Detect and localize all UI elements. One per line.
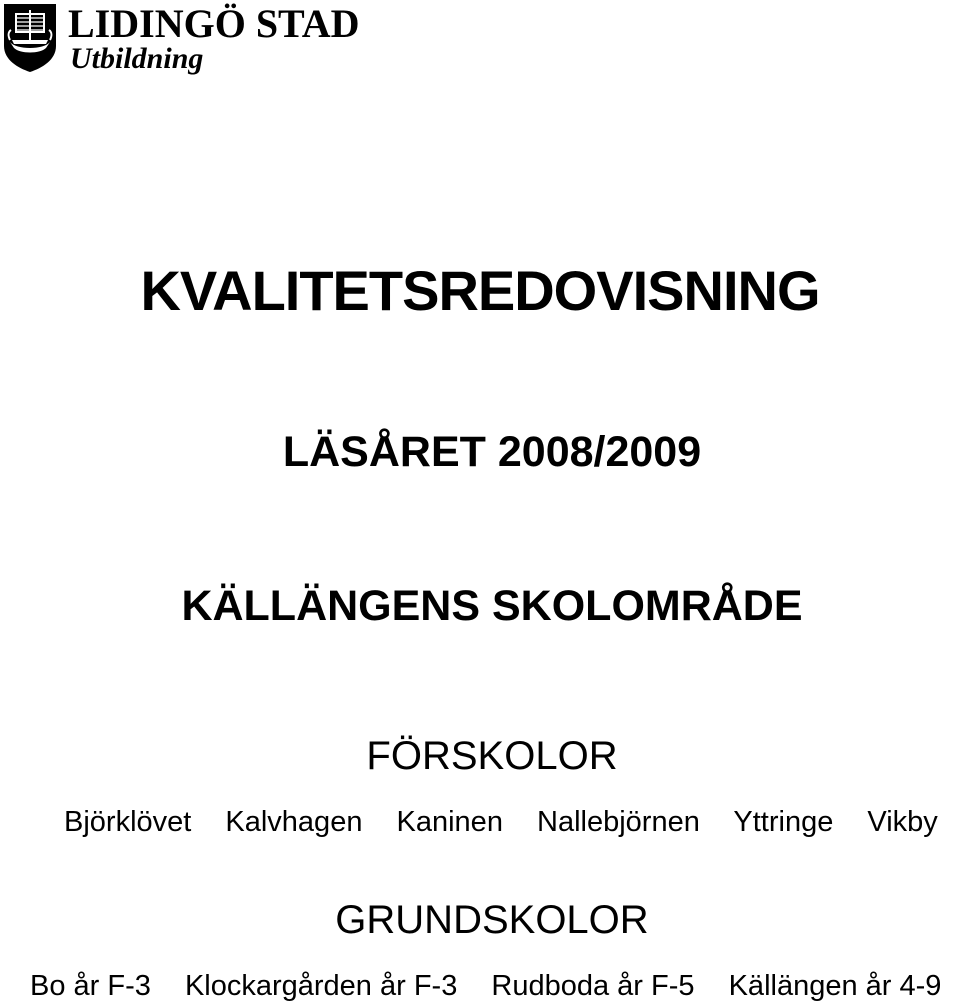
document-title: KVALITETSREDOVISNING xyxy=(140,259,820,322)
list-item: Björklövet xyxy=(64,806,192,838)
preschool-list xyxy=(64,806,938,839)
school-area: KÄLLÄNGENS SKOLOMRÅDE xyxy=(181,582,803,630)
school-year: LÄSÅRET 2008/2009 xyxy=(282,428,702,476)
list-item: Bo år F-3 xyxy=(30,970,151,1002)
list-item: Vikby xyxy=(867,806,938,838)
list-item: Klockargården år F-3 xyxy=(184,970,458,1002)
list-item: Kalvhagen xyxy=(225,806,363,838)
organization-logo xyxy=(2,1,360,78)
schools-heading: GRUNDSKOLOR xyxy=(335,898,649,942)
list-item: Yttringe xyxy=(733,806,834,838)
list-item: Kaninen xyxy=(396,806,503,838)
viking-ship-shield-icon xyxy=(2,2,58,74)
organization-department: Utbildning xyxy=(70,42,204,75)
preschools-heading: FÖRSKOLOR xyxy=(366,734,618,778)
list-item: Källängen år 4-9 xyxy=(728,970,942,1002)
organization-name: LIDINGÖ STAD xyxy=(68,1,360,46)
list-item: Rudboda år F-5 xyxy=(491,970,695,1002)
school-list xyxy=(30,970,941,1003)
list-item: Nallebjörnen xyxy=(537,806,700,838)
